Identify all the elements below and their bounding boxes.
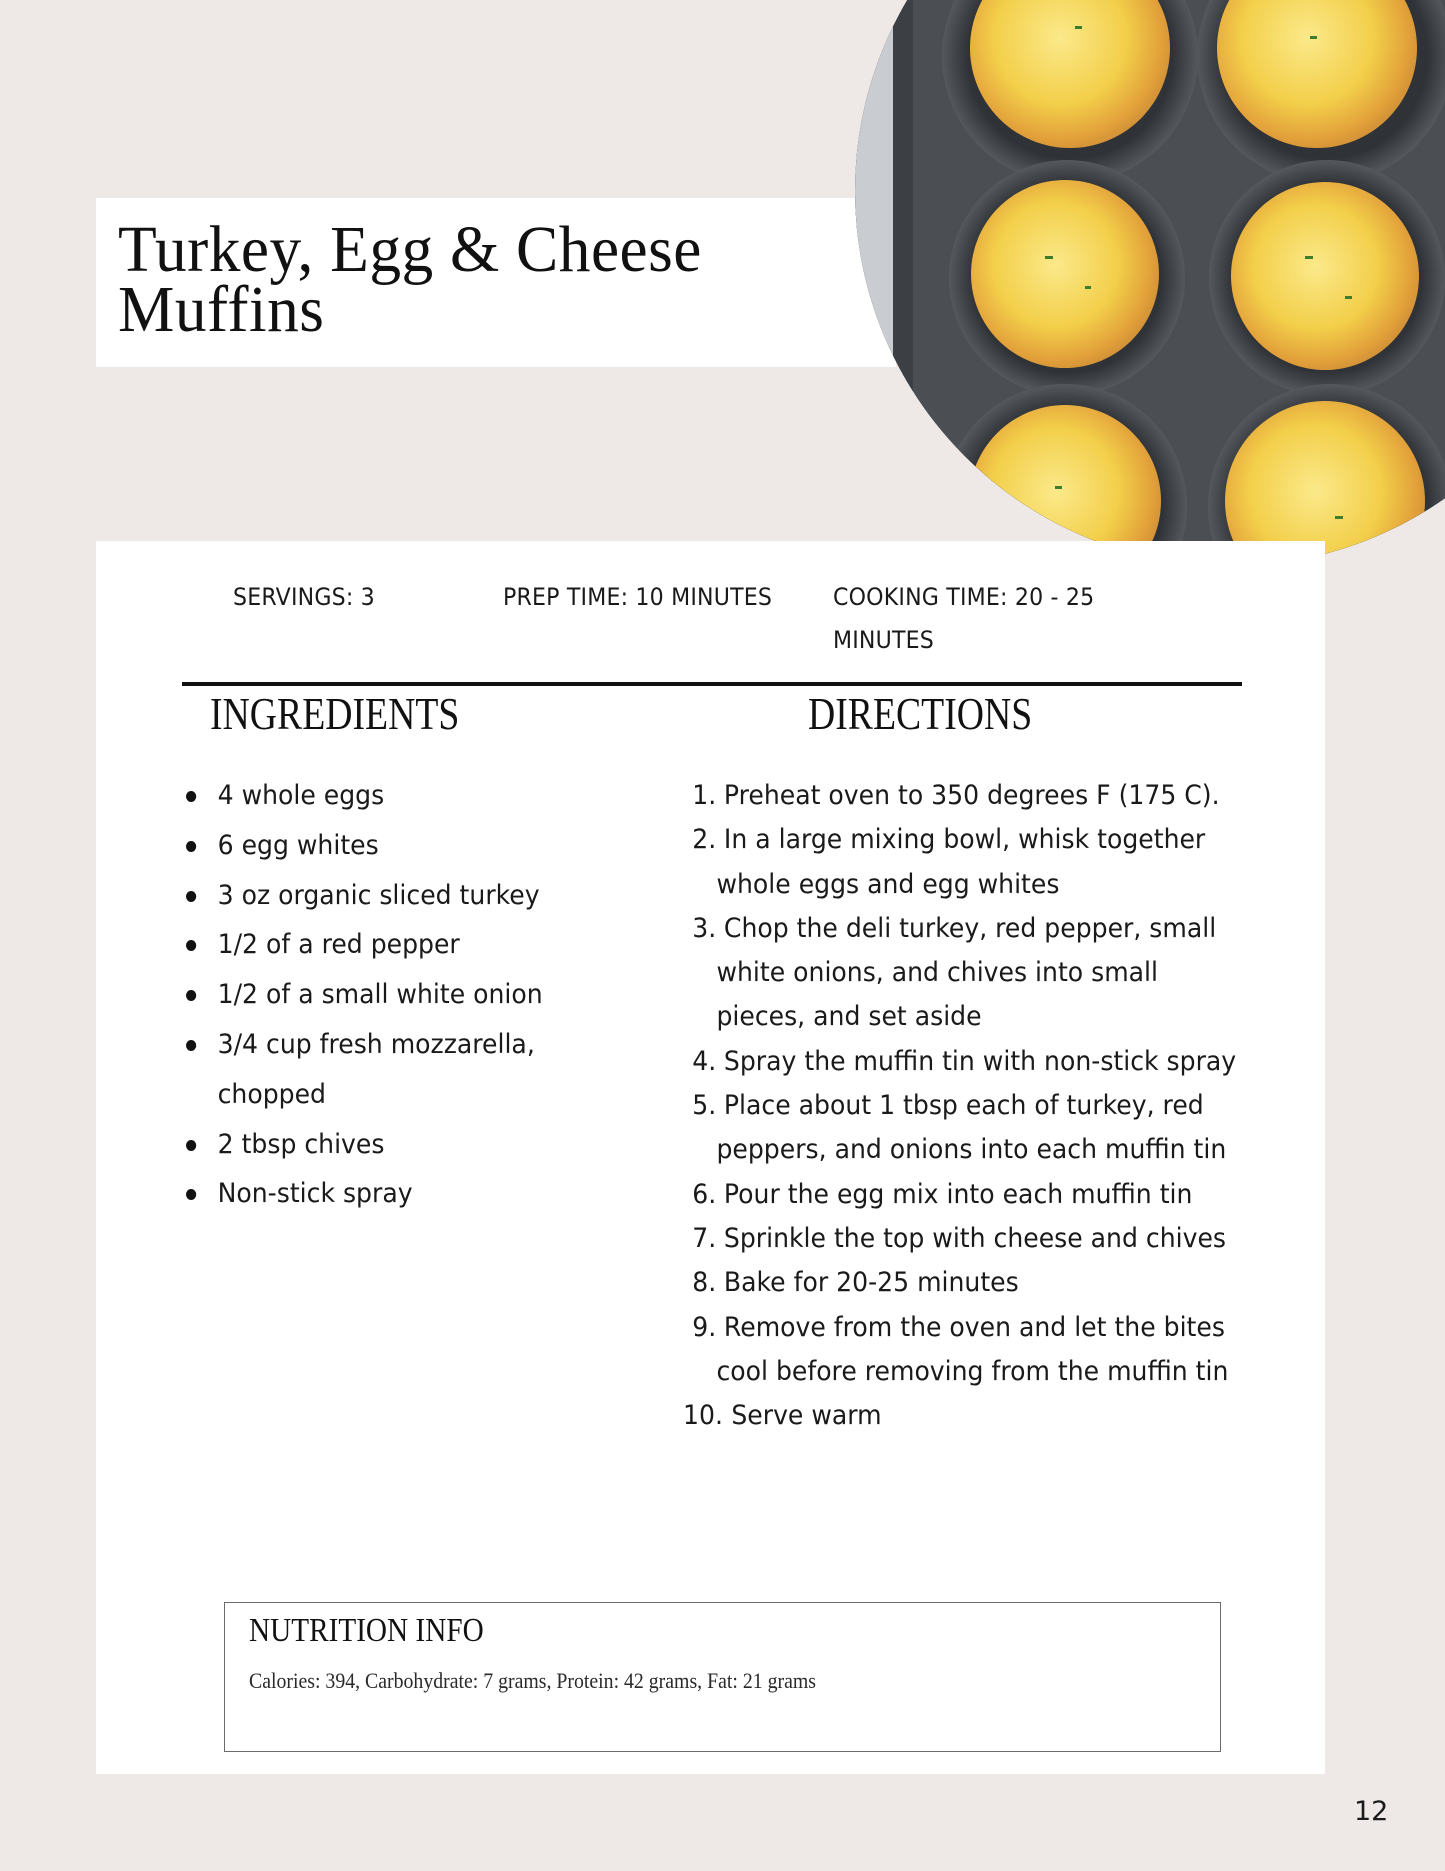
direction-step: 8. Bake for 20-25 minutes [683,1261,1241,1305]
ingredient-item: 2 tbsp chives [186,1120,558,1170]
step-number: 5. [692,1090,717,1122]
step-number: 8. [692,1267,717,1299]
cooking-time-line1: COOKING TIME: 20 - 25 [833,583,1095,611]
bullet-icon [186,841,196,852]
bullet-icon [186,1040,196,1051]
bullet-icon [186,791,196,802]
ingredient-item: 3 oz organic sliced turkey [186,871,558,921]
ingredient-item: 3/4 cup fresh mozzarella, chopped [186,1020,558,1120]
prep-time: PREP TIME: 10 MINUTES [503,583,773,611]
cooking-time [833,576,1127,662]
step-number: 6. [692,1178,717,1210]
ingredient-item: Non-stick spray [186,1169,558,1219]
ingredient-item: 6 egg whites [186,821,558,871]
direction-step: 6. Pour the egg mix into each muffin tin [683,1173,1241,1217]
muffin-tin-illustration [855,0,1445,566]
ingredients-list [186,771,586,1219]
bullet-icon [186,1189,196,1200]
step-number: 1. [692,780,717,811]
cooking-time-line2: MINUTES [833,626,934,654]
section-divider [182,682,1242,686]
nutrition-text: Calories: 394, Carbohydrate: 7 grams, Protein: 42 grams, Fat: 21 grams [249,1668,816,1693]
step-number: 4. [692,1045,717,1077]
direction-step: 9. Remove from the oven and let the bites cool before removing from the muffin tin [683,1306,1241,1395]
nutrition-heading: NUTRITION INFO [249,1612,484,1649]
servings: SERVINGS: 3 [233,583,375,611]
step-number: 9. [692,1311,717,1343]
direction-step: 5. Place about 1 tbsp each of turkey, red peppers, and onions into each muffin tin [683,1084,1241,1173]
bullet-icon [186,891,196,902]
page-number: 12 [1354,1796,1389,1827]
ingredient-item: 1/2 of a red pepper [186,920,558,970]
recipe-photo [855,0,1445,566]
nutrition-info-box [224,1602,1221,1752]
direction-step: 2. In a large mixing bowl, whisk together whole eggs and egg whites [683,818,1241,907]
step-number: 2. [692,824,717,856]
bullet-icon [186,990,196,1001]
ingredients-heading: INGREDIENTS [210,688,460,739]
step-number: 10. [683,1400,723,1432]
ingredient-item: 1/2 of a small white onion [186,970,558,1020]
ingredient-item: 4 whole eggs [186,771,558,821]
step-number: 7. [692,1222,717,1254]
direction-step: 3. Chop the deli turkey, red pepper, small white onions, and chives into small pieces, and set aside [683,907,1241,1040]
directions-heading: DIRECTIONS [808,688,1033,739]
direction-step: 1. Preheat oven to 350 degrees F (175 C). [683,774,1241,818]
direction-step: 10. Serve warm [683,1394,1241,1438]
directions-list [683,774,1283,1438]
direction-step: 7. Sprinkle the top with cheese and chives [683,1217,1241,1261]
step-number: 3. [692,912,717,944]
bullet-icon [186,940,196,951]
recipe-title: Turkey, Egg & Cheese Muffins [118,213,702,346]
bullet-icon [186,1140,196,1151]
direction-step: 4. Spray the muffin tin with non-stick spray [683,1040,1241,1084]
